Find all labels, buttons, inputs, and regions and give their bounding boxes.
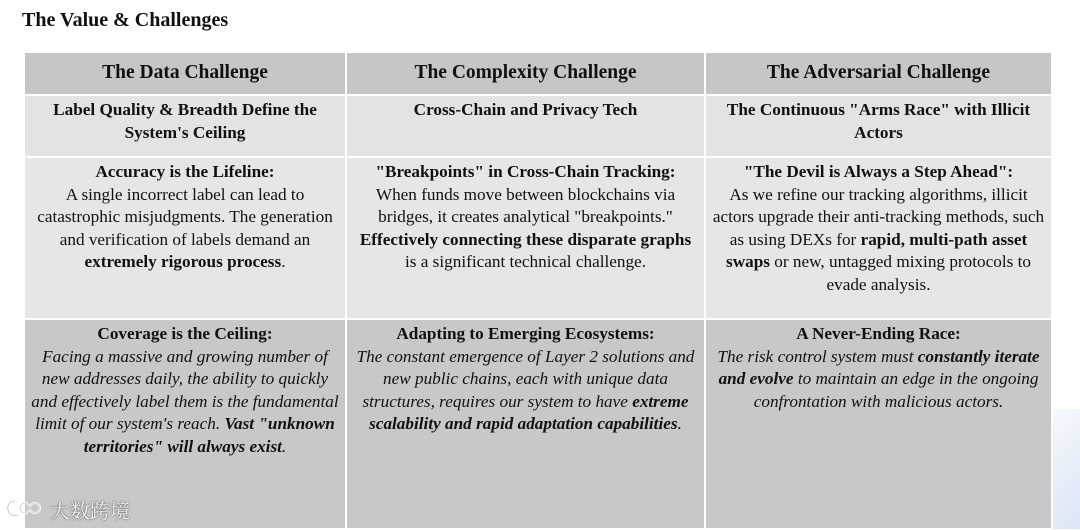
subheader-data: Label Quality & Breadth Define the System's Ceiling: [24, 95, 346, 157]
cell-body: [712, 184, 1045, 297]
column-header-adversarial: The Adversarial Challenge: [705, 52, 1052, 95]
cell-adversarial-row1: [705, 157, 1052, 319]
cell-text: As we refine our tracking algorithms, illicit actors upgrade their anti-tracking methods, such as using DEXs for: [712, 184, 1045, 249]
subheader-adversarial: The Continuous "Arms Race" with Illicit Actors: [705, 95, 1052, 157]
cell-title: "The Devil is Always a Step Ahead":: [743, 162, 1014, 181]
cell-text-end: or new, untagged mixing protocols to evade analysis.: [770, 252, 1031, 294]
watermark: [6, 494, 130, 524]
cell-title: Coverage is the Ceiling:: [97, 324, 273, 343]
subheader-complexity: Cross-Chain and Privacy Tech: [346, 95, 705, 157]
cell-text: The risk control system must: [717, 346, 918, 366]
cell-body: [31, 184, 339, 274]
cell-body: [353, 346, 698, 436]
cell-title: A Never-Ending Race:: [796, 324, 961, 343]
row-primary-points: [24, 157, 1052, 319]
cell-text-end: is a significant technical challenge.: [404, 252, 646, 272]
cell-body: [31, 346, 339, 459]
cell-text-end: .: [281, 252, 286, 272]
cell-emphasis: rapid, multi-path asset swaps: [726, 229, 1028, 272]
watermark-text: 大数跨境: [50, 498, 130, 523]
cell-text-end: .: [677, 414, 682, 434]
cell-data-row1: [24, 157, 346, 319]
cell-title: Accuracy is the Lifeline:: [95, 162, 275, 181]
cell-emphasis: Effectively connecting these disparate graphs: [359, 229, 692, 249]
cell-body: [712, 346, 1045, 414]
cell-adversarial-row2: [705, 319, 1052, 529]
cell-emphasis: extreme scalability and rapid adaptation capabilities: [369, 391, 689, 434]
subheader-row: [24, 95, 1052, 157]
challenges-table: [23, 51, 1053, 530]
cell-text: Facing a massive and growing number of new addresses daily, the ability to quickly and effectively label them is the fundamental limit of our system's reach.: [31, 346, 339, 434]
cell-title: Adapting to Emerging Ecosystems:: [396, 324, 655, 343]
cell-text-end: .: [281, 436, 287, 456]
cell-text: When funds move between blockchains via bridges, it creates analytical "breakpoints.": [375, 184, 676, 227]
cell-text: The constant emergence of Layer 2 solutions and new public chains, each with unique data structures, requires our system to have: [356, 346, 695, 411]
cell-emphasis: Vast "unknown territories" will always exist: [83, 414, 335, 456]
page-title: The Value & Challenges: [22, 9, 229, 31]
cell-complexity-row2: [346, 319, 705, 529]
cell-emphasis: constantly iterate and evolve: [718, 346, 1040, 389]
column-header-data: The Data Challenge: [24, 52, 346, 95]
cell-text-end: to maintain an edge in the ongoing confrontation with malicious actors.: [753, 369, 1039, 411]
cell-complexity-row1: [346, 157, 705, 319]
cell-body: [353, 184, 698, 274]
column-header-complexity: The Complexity Challenge: [346, 52, 705, 95]
cell-title: "Breakpoints" in Cross-Chain Tracking:: [375, 162, 676, 181]
cell-text: A single incorrect label can lead to catastrophic misjudgments. The generation and verification of labels demand an: [37, 184, 333, 249]
row-secondary-points: [24, 319, 1052, 529]
cell-emphasis: extremely rigorous process: [84, 252, 282, 272]
brand-logo-icon: [6, 498, 46, 520]
header-row: [24, 52, 1052, 95]
